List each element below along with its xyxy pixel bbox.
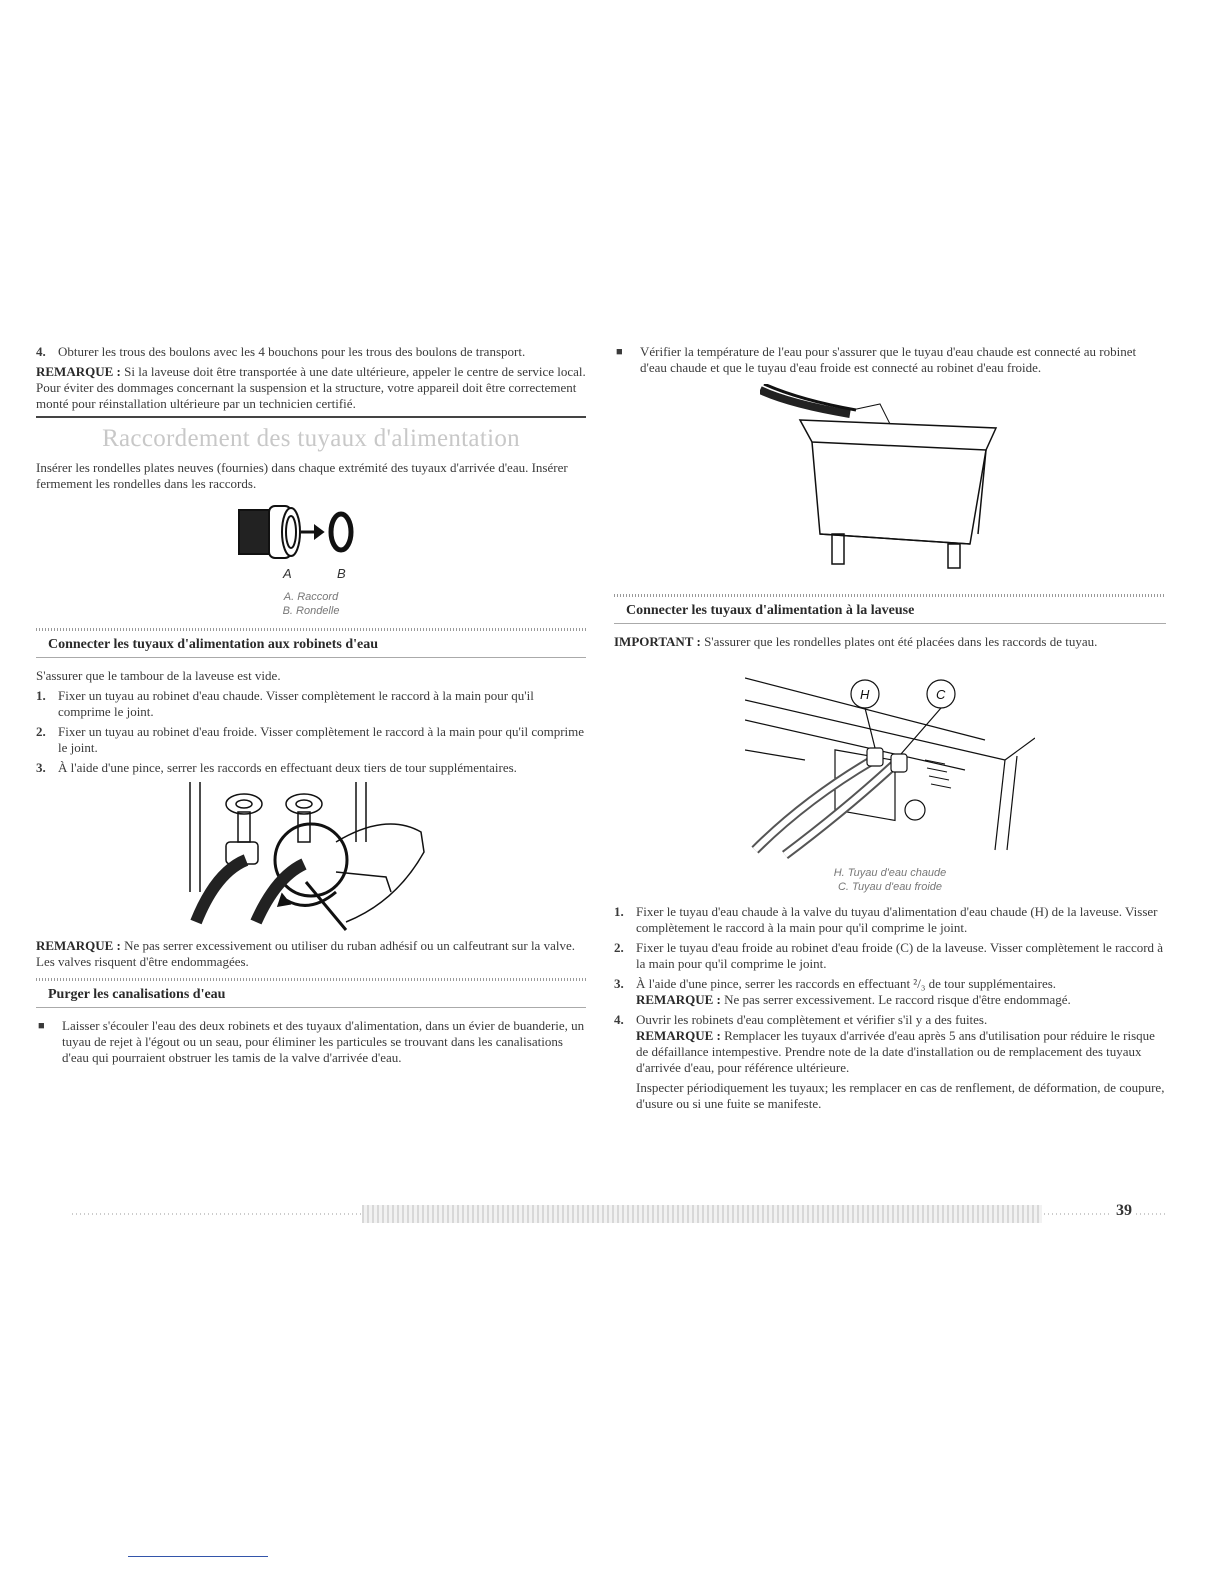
square-bullet-icon: ■ [616,346,623,358]
section-title: Raccordement des tuyaux d'alimentation [102,425,520,452]
thin-rule [614,623,1166,624]
intro-text: Insérer les rondelles plates neuves (fournies) dans chaque extrémité des tuyaux d'arrivée d'eau. Insérer fermement les rondelles dans les raccords. [36,460,568,491]
label-h: H [860,687,870,702]
step-number: 4. [36,344,46,359]
step-4 [36,344,586,360]
subheading-purge: Purger les canalisations d'eau [48,987,226,1002]
subheading-faucets: Connecter les tuyaux d'alimentation aux robinets d'eau [48,637,379,652]
thin-rule [36,1007,586,1008]
note-valve: REMARQUE : Ne pas serrer excessivement ou utiliser du ruban adhésif ou un calfeutrant sur la valve. Les valves risquent d'être endommagées. [36,938,575,969]
step-3: 3. À l'aide d'une pince, serrer les raccords en effectuant ²/₃ de tour supplémentaires. [614,976,1057,991]
fitting-washer-figure [211,502,411,582]
left-column [36,344,586,1070]
laundry-tub-figure [760,384,1020,574]
step-text: Obturer les trous des boulons avec les 4 bouchons pour les trous des boulons de transport. [58,344,526,359]
important-note: IMPORTANT : S'assurer que les rondelles plates ont été placées dans les raccords de tuyau. [614,634,1098,649]
dotted-rule [36,628,586,631]
section-rule [36,416,586,418]
step-1: 1. Fixer le tuyau d'eau chaude à la valve du tuyau d'alimentation d'eau chaude (H) de la laveuse. Visser complètement le raccord à la main pour qu'il comprime le joint. [614,904,1158,935]
step-1: 1. Fixer un tuyau au robinet d'eau chaude. Visser complètement le raccord à la main pour qu'il comprime le joint. [36,688,534,719]
step-4: 4. Ouvrir les robinets d'eau complètement et vérifier s'il y a des fuites. [614,1012,988,1027]
bottom-rule [128,1556,268,1557]
note-replace-hoses: REMARQUE : Remplacer les tuyaux d'arrivée d'eau après 5 ans d'utilisation pour réduire le risque de défaillance intempestive. Prendre note de la date d'installation ou de remplacement des tuyaux d'arrivée d'eau, pour référence ultérieure. [636,1028,1155,1075]
drum-empty-text: S'assurer que le tambour de la laveuse est vide. [36,668,281,683]
page-number: 39 [1112,1203,1136,1219]
purge-bullet: ■ Laisser s'écouler l'eau des deux robinets et des tuyaux d'alimentation, dans un évier de buanderie, un tuyau de rejet à l'égout ou un seau, pour éliminer les particules se trouvant dans les canalisations d'eau qui pourraient obstruer les tamis de la valve d'arrivée d'eau. [38,1018,585,1065]
footer-band [362,1205,1042,1223]
pliers-faucet-figure [186,782,436,932]
square-bullet-icon: ■ [38,1020,45,1032]
dotted-rule [614,594,1166,597]
inspect-text: Inspecter périodiquement les tuyaux; les remplacer en cas de renflement, de déformation, de coupure, d'usure ou si une fuite se manifeste. [636,1080,1165,1111]
right-column [614,344,1166,1112]
temperature-bullet: ■ Vérifier la température de l'eau pour s'assurer que le tuyau d'eau chaude est connecté au robinet d'eau chaude et que le tuyau d'eau froide est connecté au robinet d'eau froide. [616,344,1137,375]
step-3: 3. À l'aide d'une pince, serrer les raccords en effectuant deux tiers de tour supplémentaires. [36,760,517,775]
fig1-caption: A. Raccord B. Rondelle [282,591,340,617]
step-2: 2. Fixer le tuyau d'eau froide au robinet d'eau froide (C) de la laveuse. Visser complètement le raccord à la main pour qu'il comprime le joint. [614,940,1164,971]
washer-back-figure [745,660,1035,860]
thin-rule [36,657,586,658]
label-b: B [337,566,346,581]
label-c: C [936,687,946,702]
note-overtighten: REMARQUE : Ne pas serrer excessivement. Le raccord risque d'être endommagé. [636,992,1071,1007]
dotted-rule [36,978,586,981]
note-transport: REMARQUE : Si la laveuse doit être transportée à une date ultérieure, appeler le centre de service local. Pour éviter des dommages concernant la suspension et la structure, votre appareil doit être correctement monté pour réinstallation ultérieure par un technicien certifié. [36,364,586,411]
fig3-caption: H. Tuyau d'eau chaude C. Tuyau d'eau froide [833,867,947,893]
subheading-washer: Connecter les tuyaux d'alimentation à la laveuse [626,603,915,618]
step-2: 2. Fixer un tuyau au robinet d'eau froide. Visser complètement le raccord à la main pour qu'il comprime le joint. [36,724,585,755]
label-a: A [283,566,292,581]
